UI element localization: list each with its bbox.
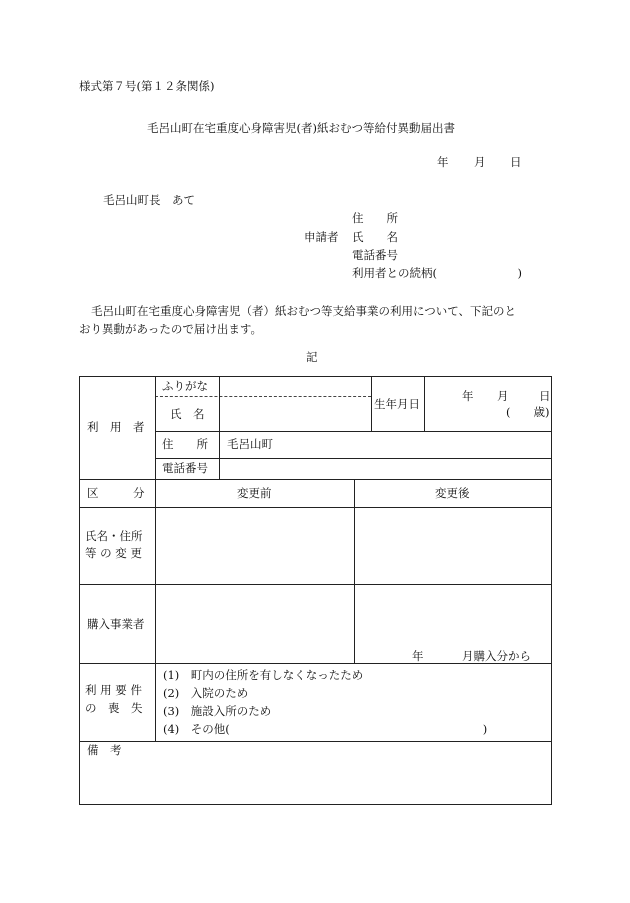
- address-value[interactable]: 毛呂山町: [227, 437, 273, 451]
- date-year-label: 年: [437, 155, 449, 169]
- remarks-input[interactable]: [82, 761, 548, 803]
- name-input[interactable]: [220, 399, 370, 429]
- applicant-relation-label: 利用者との続柄( ): [352, 266, 522, 280]
- birth-month-label: 月: [497, 389, 509, 403]
- user-label: 利 用 者: [87, 420, 145, 434]
- name-label: 氏 名: [170, 407, 205, 421]
- furigana-input[interactable]: [220, 381, 370, 395]
- applicant-phone-label: 電話番号: [352, 248, 398, 262]
- change-before-cell[interactable]: [157, 509, 352, 582]
- category-label: 区 分: [87, 486, 145, 500]
- vendor-month-label: 月購入分から: [462, 649, 531, 663]
- vendor-year-label: 年: [412, 649, 424, 663]
- age-label: ( 歳): [506, 405, 550, 419]
- addressee: 毛呂山町長 あて: [103, 193, 195, 207]
- body-text-line-2: おり異動があったので届け出ます。: [79, 322, 262, 336]
- change-label-line-1: 氏名・住所: [85, 529, 143, 543]
- change-label-line-2: 等 の 変 更: [85, 546, 142, 560]
- furigana-divider: [155, 396, 371, 397]
- applicant-label: 申請者: [304, 230, 339, 244]
- loss-reason-2[interactable]: (2) 入院のため: [163, 686, 249, 700]
- remarks-label: 備 考: [87, 743, 122, 757]
- body-text-line-1: 毛呂山町在宅重度心身障害児（者）紙おむつ等支給事業の利用について、下記のと: [91, 304, 517, 318]
- phone-input[interactable]: [220, 460, 550, 477]
- after-header: 変更後: [435, 486, 470, 500]
- birth-day-label: 日: [539, 389, 551, 403]
- form-number: 様式第７号(第１２条関係): [79, 79, 215, 93]
- date-month-label: 月: [474, 155, 486, 169]
- birth-year-label: 年: [462, 389, 474, 403]
- loss-reason-1[interactable]: (1) 町内の住所を有しなくなったため: [163, 668, 364, 682]
- change-form-table: [79, 376, 552, 805]
- vendor-before-cell[interactable]: [157, 586, 352, 661]
- loss-label-line-1: 利 用 要 件: [85, 683, 142, 697]
- before-header: 変更前: [237, 486, 272, 500]
- vendor-label: 購入事業者: [87, 617, 145, 631]
- ki-heading: 記: [306, 350, 318, 364]
- birthdate-label: 生年月日: [374, 397, 420, 411]
- document-title: 毛呂山町在宅重度心身障害児(者)紙おむつ等給付異動届出書: [147, 121, 455, 135]
- furigana-label: ふりがな: [162, 379, 208, 393]
- change-after-cell[interactable]: [356, 509, 550, 582]
- date-day-label: 日: [510, 155, 522, 169]
- address-label: 住 所: [162, 437, 208, 451]
- phone-label: 電話番号: [162, 461, 208, 475]
- applicant-name-label: 氏 名: [352, 230, 398, 244]
- loss-label-line-2: の 喪 失: [85, 701, 143, 715]
- applicant-address-label: 住 所: [352, 211, 398, 225]
- loss-reason-3[interactable]: (3) 施設入所のため: [163, 704, 272, 718]
- loss-reason-4[interactable]: (4) その他( ): [163, 722, 488, 736]
